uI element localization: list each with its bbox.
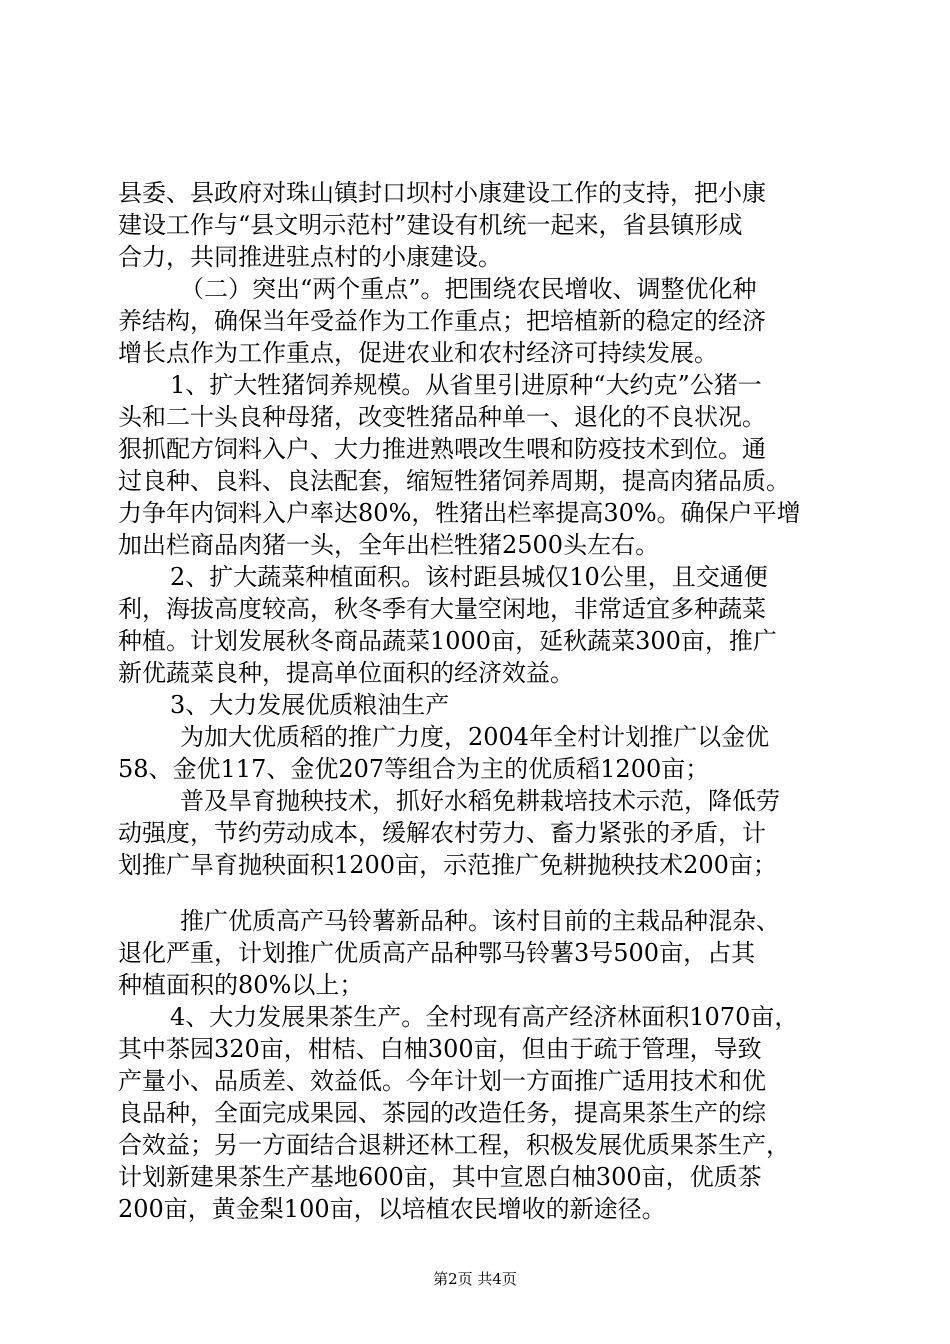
text-line: 产量小、品质差、效益低。今年计划一方面推广适用技术和优	[118, 1067, 766, 1095]
text-line: 划推广旱育抛秧面积1200亩，示范推广免耕抛秧技术200亩；	[118, 851, 777, 879]
text-line: 头和二十头良种母猪，改变牲猪品种单一、退化的不良状况。	[118, 403, 766, 431]
text-line: 合力，共同推进驻点村的小康建设。	[118, 243, 502, 271]
text-line: 种植面积的80%以上；	[118, 971, 364, 999]
text-line: 增长点作为工作重点，促进农业和农村经济可持续发展。	[118, 339, 718, 367]
text-line: 为加大优质稻的推广力度，2004年全村计划推广以金优	[180, 723, 770, 751]
text-line: 1、扩大牲猪饲养规模。从省里引进原种“大约克”公猪一	[170, 371, 762, 399]
text-line: 狠抓配方饲料入户、大力推进熟喂改生喂和防疫技术到位。通	[118, 435, 766, 463]
text-line: （二）突出“两个重点”。把围绕农民增收、调整优化种	[180, 275, 757, 303]
text-line: 计划新建果茶生产基地600亩，其中宣恩白柚300亩，优质茶	[118, 1163, 762, 1191]
text-line: 58、金优117、金优207等组合为主的优质稻1200亩；	[118, 755, 710, 783]
text-line: 2、扩大蔬菜种植面积。该村距县城仅10公里，且交通便	[170, 563, 768, 591]
text-line: 利，海拔高度较高，秋冬季有大量空闲地，非常适宜多种蔬菜	[118, 595, 766, 623]
text-line: 推广优质高产马铃薯新品种。该村目前的主栽品种混杂、	[180, 907, 780, 935]
text-line: 动强度，节约劳动成本，缓解农村劳力、畜力紧张的矛盾，计	[118, 819, 766, 847]
text-line: 退化严重，计划推广优质高产品种鄂马铃薯3号500亩，占其	[118, 939, 756, 967]
text-line: 新优蔬菜良种，提高单位面积的经济效益。	[118, 659, 574, 687]
text-line: 建设工作与“县文明示范村”建设有机统一起来，省县镇形成	[118, 211, 743, 239]
text-line: 县委、县政府对珠山镇封口坝村小康建设工作的支持，把小康	[118, 179, 766, 207]
text-line: 良品种，全面完成果园、茶园的改造任务，提高果茶生产的综	[118, 1099, 766, 1127]
text-line: 种植。计划发展秋冬商品蔬菜1000亩，延秋蔬菜300亩，推广	[118, 627, 777, 655]
text-line: 合效益；另一方面结合退耕还林工程，积极发展优质果茶生产，	[118, 1131, 790, 1159]
text-line: 200亩，黄金梨100亩，以培植农民增收的新途径。	[118, 1195, 666, 1223]
text-line: 养结构，确保当年受益作为工作重点；把培植新的稳定的经济	[118, 307, 766, 335]
text-line: 3、大力发展优质粮油生产	[170, 691, 450, 719]
page-number-footer: 第2页 共4页	[433, 1270, 517, 1288]
text-line: 其中茶园320亩，柑桔、白柚300亩，但由于疏于管理，导致	[118, 1035, 762, 1063]
text-line: 力争年内饲料入户率达80%，牲猪出栏率提高30%。确保户平增	[118, 499, 801, 527]
text-line: 4、大力发展果茶生产。全村现有高产经济林面积1070亩，	[170, 1003, 799, 1031]
text-line: 普及旱育抛秧技术，抓好水稻免耕栽培技术示范，降低劳	[180, 787, 780, 815]
text-line: 加出栏商品肉猪一头，全年出栏牲猪2500头左右。	[118, 531, 660, 559]
text-line: 过良种、良料、良法配套，缩短牲猪饲养周期，提高肉猪品质。	[118, 467, 790, 495]
